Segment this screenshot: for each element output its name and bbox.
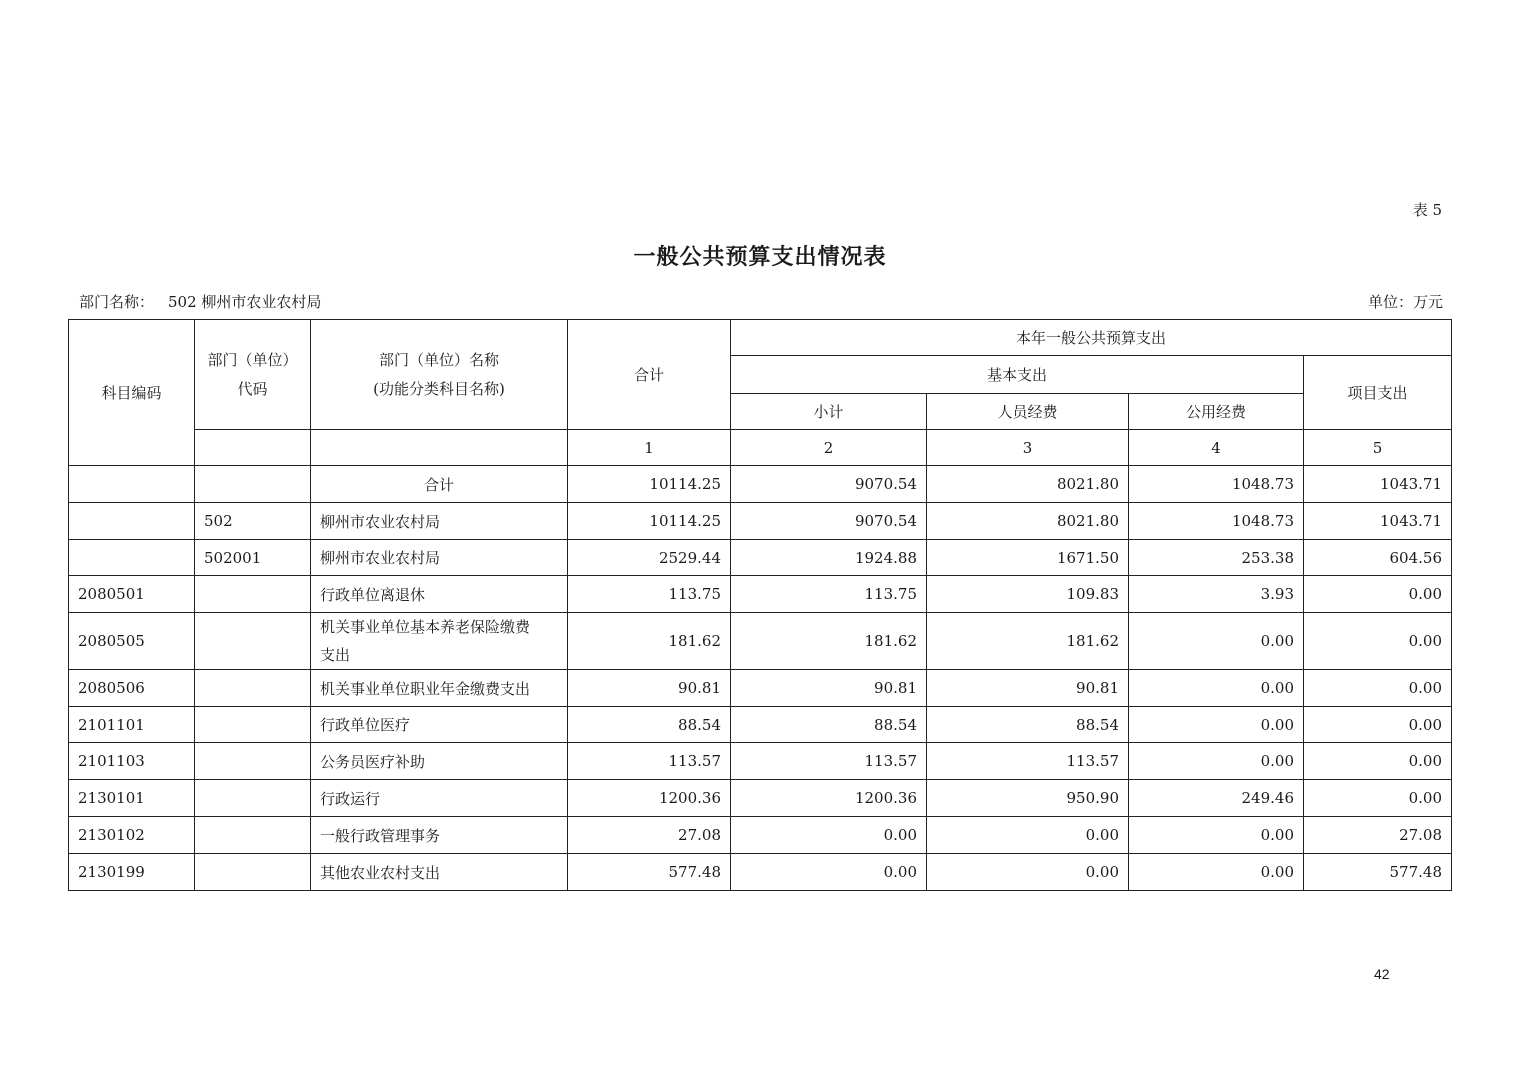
table-row: [69, 743, 1452, 780]
header-subtotal: 小计: [731, 394, 927, 430]
cell-project: 0.00: [1304, 670, 1452, 707]
cell-code: 2101101: [69, 707, 195, 743]
cell-subtotal: 90.81: [731, 670, 927, 707]
header-dept-code-line1: 部门（单位）: [207, 350, 298, 369]
cell-name: 机关事业单位职业年金缴费支出: [311, 670, 568, 707]
page-number: 42: [1374, 966, 1390, 982]
cell-personnel: 90.81: [927, 670, 1129, 707]
table-row: [69, 854, 1452, 891]
cell-dept-code: [195, 576, 311, 613]
cell-project: 27.08: [1304, 817, 1452, 854]
cell-name: 柳州市农业农村局: [311, 540, 568, 576]
cell-public: 3.93: [1129, 576, 1304, 613]
cell-total: 2529.44: [568, 540, 731, 576]
header-subject-code: 科目编码: [69, 320, 195, 466]
cell-dept-code: [195, 613, 311, 670]
header-col-num: 2: [731, 430, 927, 466]
cell-public: 0.00: [1129, 743, 1304, 780]
cell-personnel: 0.00: [927, 854, 1129, 891]
cell-total: 27.08: [568, 817, 731, 854]
header-col-num: 5: [1304, 430, 1452, 466]
cell-total: 88.54: [568, 707, 731, 743]
cell-project: 1043.71: [1304, 503, 1452, 540]
cell-dept-code: [195, 670, 311, 707]
cell-dept-code: [195, 707, 311, 743]
cell-name: 行政单位离退休: [311, 576, 568, 613]
cell-total: 90.81: [568, 670, 731, 707]
cell-total: 113.57: [568, 743, 731, 780]
cell-project: 0.00: [1304, 576, 1452, 613]
cell-dept-code: [195, 743, 311, 780]
budget-table: [68, 319, 1452, 891]
cell-subtotal: 0.00: [731, 817, 927, 854]
cell-public: 253.38: [1129, 540, 1304, 576]
table-row: [69, 540, 1452, 576]
cell-project: 0.00: [1304, 613, 1452, 670]
cell-subtotal: 88.54: [731, 707, 927, 743]
cell-public: 0.00: [1129, 613, 1304, 670]
cell-project: 0.00: [1304, 707, 1452, 743]
cell-personnel: 109.83: [927, 576, 1129, 613]
cell-name: 其他农业农村支出: [311, 854, 568, 891]
cell-project: 0.00: [1304, 743, 1452, 780]
cell-name: 合计: [311, 466, 568, 503]
cell-subtotal: 113.57: [731, 743, 927, 780]
header-col-num-blank: [311, 430, 568, 466]
cell-name: 公务员医疗补助: [311, 743, 568, 780]
cell-name: [311, 613, 568, 670]
cell-project: 0.00: [1304, 780, 1452, 817]
cell-subtotal: 9070.54: [731, 503, 927, 540]
cell-subtotal: 1924.88: [731, 540, 927, 576]
cell-personnel: 8021.80: [927, 503, 1129, 540]
cell-project: 1043.71: [1304, 466, 1452, 503]
cell-total: 1200.36: [568, 780, 731, 817]
header-dept-code: [195, 320, 311, 430]
cell-personnel: 113.57: [927, 743, 1129, 780]
cell-code: 2080506: [69, 670, 195, 707]
cell-code: 2080505: [69, 613, 195, 670]
table-row: [69, 613, 1452, 670]
cell-public: 1048.73: [1129, 503, 1304, 540]
cell-subtotal: 181.62: [731, 613, 927, 670]
cell-total: 181.62: [568, 613, 731, 670]
header-personnel: 人员经费: [927, 394, 1129, 430]
cell-code: [69, 503, 195, 540]
header-dept-name-line1: 部门（单位）名称: [378, 350, 499, 369]
cell-name: 行政单位医疗: [311, 707, 568, 743]
cell-dept-code: [195, 466, 311, 503]
cell-name: 柳州市农业农村局: [311, 503, 568, 540]
unit-label: 单位：万元: [1367, 293, 1443, 311]
cell-project: 604.56: [1304, 540, 1452, 576]
table-row: [69, 503, 1452, 540]
cell-public: 0.00: [1129, 854, 1304, 891]
cell-code: 2130199: [69, 854, 195, 891]
cell-code: [69, 540, 195, 576]
cell-total: 577.48: [568, 854, 731, 891]
cell-name: 一般行政管理事务: [311, 817, 568, 854]
department-label: 部门名称：: [79, 293, 155, 311]
cell-total: 10114.25: [568, 466, 731, 503]
cell-subtotal: 1200.36: [731, 780, 927, 817]
cell-dept-code: [195, 780, 311, 817]
department-line: [79, 291, 321, 312]
table-row: [69, 576, 1452, 613]
header-dept-code-line2: 代码: [237, 379, 268, 398]
cell-public: 0.00: [1129, 817, 1304, 854]
cell-code: 2080501: [69, 576, 195, 613]
cell-personnel: 88.54: [927, 707, 1129, 743]
cell-personnel: 950.90: [927, 780, 1129, 817]
cell-personnel: 0.00: [927, 817, 1129, 854]
header-col-num: 1: [568, 430, 731, 466]
cell-public: 0.00: [1129, 707, 1304, 743]
table-row: [69, 780, 1452, 817]
cell-public: 1048.73: [1129, 466, 1304, 503]
cell-subtotal: 0.00: [731, 854, 927, 891]
header-current-year: 本年一般公共预算支出: [731, 320, 1452, 356]
cell-dept-code: 502: [195, 503, 311, 540]
header-dept-name-line2: (功能分类科目名称): [373, 379, 505, 398]
cell-subtotal: 113.75: [731, 576, 927, 613]
cell-total: 113.75: [568, 576, 731, 613]
cell-project: 577.48: [1304, 854, 1452, 891]
page-title: 一般公共预算支出情况表: [633, 244, 887, 270]
cell-personnel: 181.62: [927, 613, 1129, 670]
cell-personnel: 8021.80: [927, 466, 1129, 503]
header-col-num: 4: [1129, 430, 1304, 466]
cell-total: 10114.25: [568, 503, 731, 540]
cell-personnel: 1671.50: [927, 540, 1129, 576]
header-col-num: 3: [927, 430, 1129, 466]
table-row: [69, 466, 1452, 503]
cell-dept-code: [195, 854, 311, 891]
table-number: 表 5: [1412, 201, 1442, 219]
cell-name: 行政运行: [311, 780, 568, 817]
header-basic: 基本支出: [731, 356, 1304, 394]
department-value: 502 柳州市农业农村局: [168, 293, 322, 311]
table-row: [69, 707, 1452, 743]
table-row: [69, 670, 1452, 707]
header-public: 公用经费: [1129, 394, 1304, 430]
cell-name-line2: 支出: [320, 646, 351, 664]
cell-code: [69, 466, 195, 503]
cell-code: 2101103: [69, 743, 195, 780]
cell-code: 2130101: [69, 780, 195, 817]
header-total: 合计: [568, 320, 731, 430]
table-row: [69, 817, 1452, 854]
cell-code: 2130102: [69, 817, 195, 854]
cell-subtotal: 9070.54: [731, 466, 927, 503]
cell-public: 249.46: [1129, 780, 1304, 817]
header-col-num-blank: [195, 430, 311, 466]
cell-dept-code: [195, 817, 311, 854]
cell-name-line1: 机关事业单位基本养老保险缴费: [320, 618, 531, 636]
cell-dept-code: 502001: [195, 540, 311, 576]
header-project: 项目支出: [1304, 356, 1452, 430]
header-dept-name: [311, 320, 568, 430]
cell-public: 0.00: [1129, 670, 1304, 707]
